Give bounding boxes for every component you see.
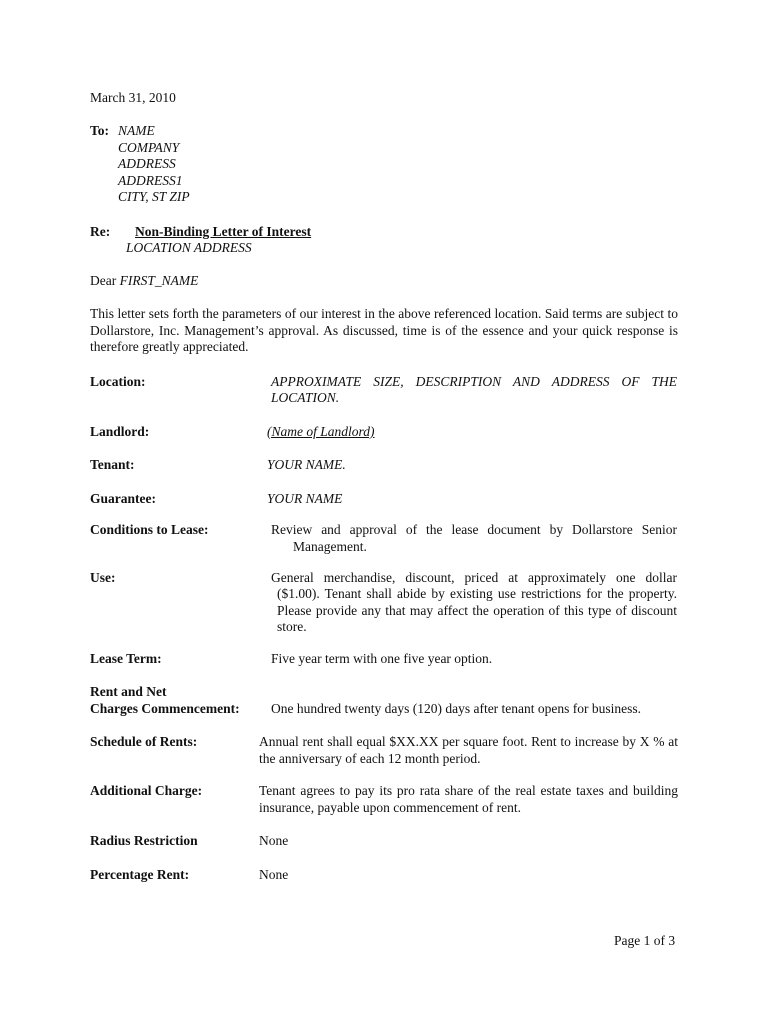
term-label-location: Location:: [90, 374, 146, 389]
recipient-city-state-zip: CITY, ST ZIP: [118, 189, 190, 204]
term-label-guarantee: Guarantee:: [90, 491, 156, 506]
term-label-additional: Additional Charge:: [90, 783, 203, 798]
recipient-address: ADDRESS: [118, 156, 176, 171]
term-value-guarantee: YOUR NAME: [267, 491, 343, 506]
salutation: [90, 273, 198, 289]
term-label-conditions: Conditions to Lease:: [90, 522, 209, 537]
re-label: Re:: [90, 224, 111, 239]
letter-date: March 31, 2010: [90, 90, 176, 105]
term-value-schedule: Annual rent shall equal $XX.XX per square foot. Rent to increase by X % at the anniversary of each 12 month period.: [259, 734, 678, 766]
term-value-tenant: YOUR NAME.: [267, 457, 346, 472]
term-label-landlord: Landlord:: [90, 424, 150, 439]
term-value-landlord: (Name of Landlord): [267, 424, 375, 439]
page-indicator: Page 1 of 3: [614, 933, 676, 948]
to-label: To:: [90, 123, 110, 138]
term-label-tenant: Tenant:: [90, 457, 135, 472]
re-location: LOCATION ADDRESS: [126, 240, 252, 255]
term-label-rent-commence-line1: Rent and Net: [90, 684, 167, 699]
salutation-name: FIRST_NAME: [119, 273, 199, 288]
term-label-percentage: Percentage Rent:: [90, 867, 190, 882]
recipient-name: NAME: [118, 123, 155, 138]
term-value-use: General merchandise, discount, priced at approximately one dollar ($1.00). Tenant shall abide by existing use restrictions for the property. Please provide any that may affect the operation of this type of discount store.: [271, 570, 677, 634]
term-label-use: Use:: [90, 570, 116, 585]
term-value-rent-commence: One hundred twenty days (120) days after tenant opens for business.: [271, 701, 642, 716]
recipient-company: COMPANY: [118, 140, 180, 155]
term-label-radius: Radius Restriction: [90, 833, 198, 848]
intro-paragraph: This letter sets forth the parameters of our interest in the above referenced location. Said terms are subject to Dollarstore, Inc. Management’s approval. As discussed, time is of the essence and your quick response is therefore greatly appreciated.: [90, 306, 678, 354]
term-value-percentage: None: [259, 867, 289, 882]
term-label-rent-commence-line2: Charges Commencement:: [90, 701, 240, 716]
term-value-conditions: Review and approval of the lease document by Dollarstore Senior Management.: [271, 522, 677, 554]
term-value-radius: None: [259, 833, 289, 848]
salutation-prefix: Dear: [90, 273, 117, 288]
recipient-address1: ADDRESS1: [118, 173, 183, 188]
term-value-additional: Tenant agrees to pay its pro rata share of the real estate taxes and building insurance, payable upon commencement of rent.: [259, 783, 678, 815]
re-title: Non-Binding Letter of Interest: [135, 224, 312, 239]
term-label-schedule: Schedule of Rents:: [90, 734, 198, 749]
term-value-location: APPROXIMATE SIZE, DESCRIPTION AND ADDRESS OF THE LOCATION.: [271, 374, 677, 405]
term-value-lease-term: Five year term with one five year option.: [271, 651, 493, 666]
term-label-lease-term: Lease Term:: [90, 651, 162, 666]
